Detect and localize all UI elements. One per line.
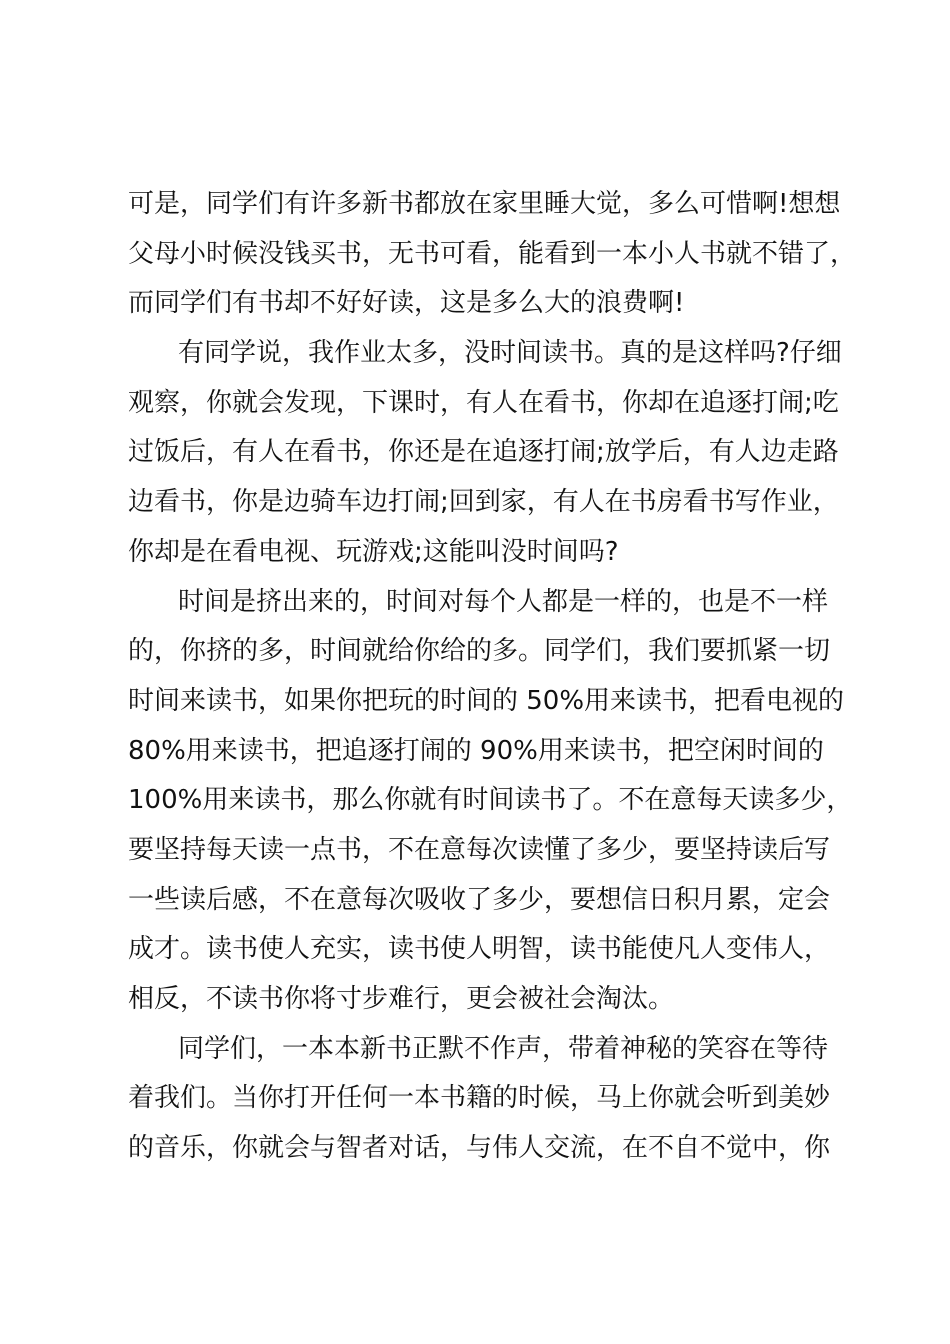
text-line: 一些读后感，不在意每次吸收了多少，要想信日积月累，定会 — [128, 884, 831, 915]
text-line: 父母小时候没钱买书，无书可看，能看到一本小人书就不错了， — [128, 238, 857, 269]
paragraph-first-line: 有同学说，我作业太多，没时间读书。真的是这样吗?仔细 — [178, 338, 842, 369]
text-line: 着我们。当你打开任何一本书籍的时候，马上你就会听到美妙 — [128, 1083, 831, 1114]
text-line: 边看书，你是边骑车边打闹;回到家，有人在书房看书写作业， — [128, 487, 839, 518]
text-line: 观察，你就会发现，下课时，有人在看书，你却在追逐打闹;吃 — [128, 387, 839, 418]
text-line: 过饭后，有人在看书，你还是在追逐打闹;放学后，有人边走路 — [128, 437, 839, 468]
text-line: 相反，不读书你将寸步难行，更会被社会淘汰。 — [128, 984, 675, 1014]
paragraph-first-line: 同学们，一本本新书正默不作声，带着神秘的笑容在等待 — [178, 1033, 829, 1064]
text-line: 的，你挤的多，时间就给你给的多。同学们，我们要抓紧一切 — [128, 636, 831, 667]
text-line: 要坚持每天读一点书，不在意每次读懂了多少，要坚持读后写 — [128, 834, 831, 865]
document-body — [128, 180, 857, 1174]
text-line: 100%用来读书，那么你就有时间读书了。不在意每天读多少， — [128, 785, 853, 816]
text-line: 时间来读书，如果你把玩的时间的 50%用来读书，把看电视的 — [128, 685, 845, 716]
text-line: 可是，同学们有许多新书都放在家里睡大觉，多么可惜啊!想想 — [128, 189, 841, 219]
text-line: 你却是在看电视、玩游戏;这能叫没时间吗? — [128, 536, 619, 567]
text-line: 而同学们有书却不好好读，这是多么大的浪费啊! — [128, 288, 685, 319]
paragraph-first-line: 时间是挤出来的，时间对每个人都是一样的，也是不一样 — [178, 586, 829, 617]
text-line: 80%用来读书，把追逐打闹的 90%用来读书，把空闲时间的 — [128, 735, 824, 766]
text-line: 的音乐，你就会与智者对话，与伟人交流，在不自不觉中，你 — [128, 1133, 831, 1164]
text-line: 成才。读书使人充实，读书使人明智，读书能使凡人变伟人， — [128, 934, 831, 965]
